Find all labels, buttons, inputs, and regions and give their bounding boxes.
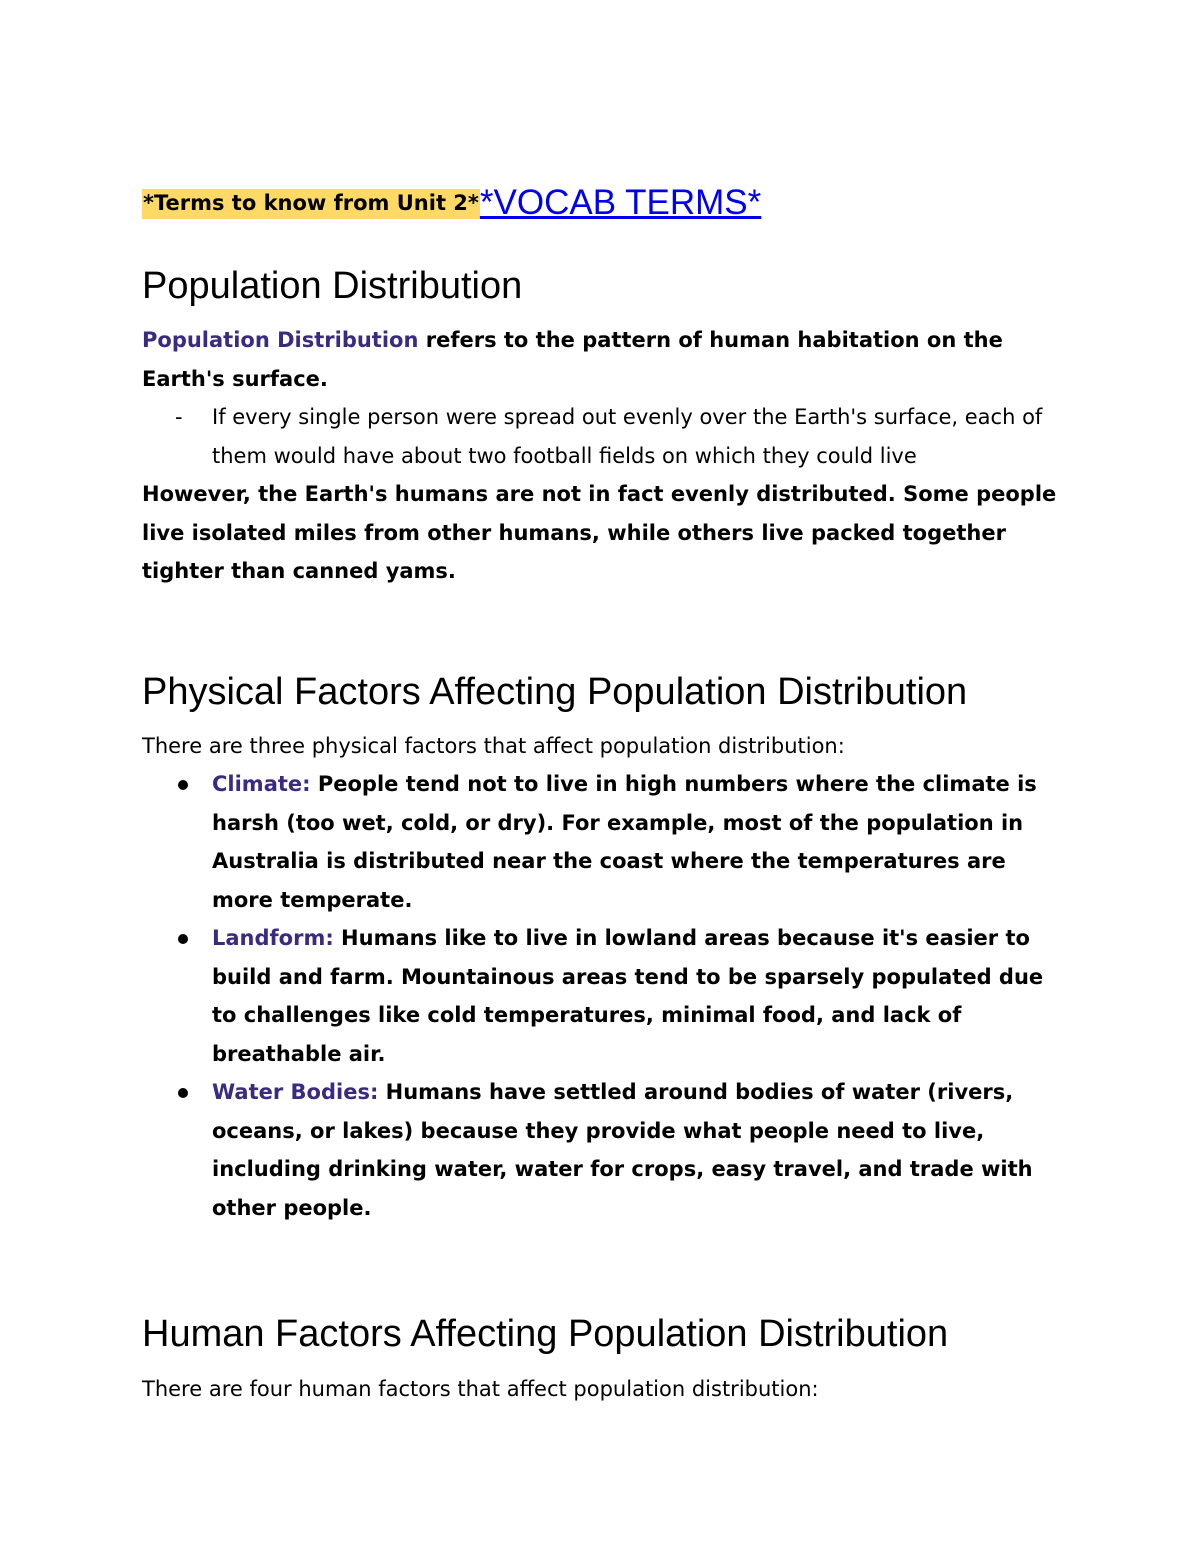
physical-factors-list: [142, 765, 1072, 1227]
section-heading-physical-factors: Physical Factors Affecting Population Distribution: [142, 671, 968, 713]
factor-text: Humans have settled around bodies of water (rivers, oceans, or lakes) because they provide what people need to live, including drinking water, water for crops, easy travel, and trade with other people.: [212, 1080, 1033, 1220]
physical-factors-intro: There are three physical factors that affect population distribution:: [142, 734, 845, 758]
factor-term: Landform:: [212, 926, 334, 950]
factor-text: People tend not to live in high numbers where the climate is harsh (too wet, cold, or dry). For example, most of the population in Australia is distributed near the coast where the temperatures are more temperate.: [212, 772, 1037, 912]
definition-paragraph: [142, 321, 1072, 398]
bullet-icon: [178, 934, 188, 944]
human-factors-intro: There are four human factors that affect population distribution:: [142, 1377, 819, 1401]
definition-term: Population Distribution: [142, 328, 419, 352]
section-heading-population-distribution: Population Distribution: [142, 265, 523, 307]
vocab-terms-link[interactable]: *VOCAB TERMS*: [479, 183, 762, 222]
dash-item-text: If every single person were spread out evenly over the Earth's surface, each of them would have about two football fields on which they could live: [212, 405, 1043, 468]
list-item-climate: [142, 765, 1072, 919]
dash-marker: -: [175, 405, 183, 429]
factor-term: Water Bodies:: [212, 1080, 379, 1104]
factor-text: Humans like to live in lowland areas because it's easier to build and farm. Mountainous areas tend to be sparsely populated due to challenges like cold temperatures, minimal food, and lack of breathable air.: [212, 926, 1044, 1066]
header-line: [142, 183, 761, 223]
bullet-icon: [178, 1088, 188, 1098]
list-item-landform: [142, 919, 1072, 1073]
dash-list-item: [175, 398, 1075, 476]
factor-term: Climate:: [212, 772, 311, 796]
list-item-water-bodies: [142, 1073, 1072, 1227]
definition-text: refers to the pattern of human habitation on the Earth's surface.: [142, 328, 1003, 391]
bullet-icon: [178, 780, 188, 790]
section-heading-human-factors: Human Factors Affecting Population Distribution: [142, 1313, 949, 1355]
unit-terms-highlight: *Terms to know from Unit 2*: [142, 189, 480, 219]
however-paragraph: However, the Earth's humans are not in fact evenly distributed. Some people live isolated miles from other humans, while others live packed together tighter than canned yams.: [142, 482, 1057, 583]
